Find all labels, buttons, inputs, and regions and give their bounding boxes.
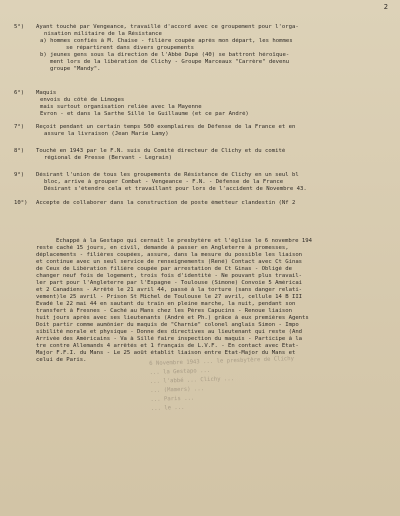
- paragraph-line: reste caché 15 jours, en civil, demande à passer en Angleterre à promesses,: [36, 245, 289, 251]
- entry-line: assure la livraison (Jean Marie Lamy): [44, 131, 169, 137]
- entry-number: 5°): [14, 24, 25, 30]
- paragraph-line: huit jours après avec ses lieutenants (André et Ph.) grâce à eux premières Agents: [36, 315, 309, 321]
- paragraph-line: Doit partir comme aumônier du maquis de "Charnie" colonel anglais Simon - Impo: [36, 322, 299, 328]
- faint-line: 6 Novembre 1943 ... le presbytère de Clichy: [149, 355, 295, 368]
- paragraph-line: celui de Paris.: [36, 357, 87, 363]
- entry-line: b) jeunes gens sous la direction de l'Abbé Dupé (40) se battront héroïque-: [40, 52, 290, 58]
- entry-line: régional de Presse (Bervant - Legrain): [44, 155, 172, 161]
- entry-number: 8°): [14, 148, 25, 154]
- entry-number: 9°): [14, 172, 25, 178]
- entry-line: ment lors de la libération de Clichy - Groupe Marceaux "Carrère" devenu: [50, 59, 290, 65]
- entry-9: [14, 172, 392, 193]
- faint-line: ... Paris ...: [150, 395, 195, 404]
- entry-line: mais surtout organisation reliée avec la Mayenne: [40, 104, 202, 110]
- narrative-paragraph: [36, 238, 398, 364]
- paragraph-line: Arrivée des Américains - Va à Sillé faire inspection du maquis - Participe à la: [36, 336, 303, 342]
- page-number: 2: [383, 3, 388, 11]
- entry-line: Reçoit pendant un certain temps 500 exemplaires de Défense de la France et en: [36, 124, 296, 130]
- paragraph-line: tre contre Allemands 4 arrêtés et 1 français de L.V.F. - En contact avec Etat-: [36, 343, 299, 349]
- entry-line: Touché en 1943 par le F.N. suis du Comité directeur de Clichy et du comité: [36, 148, 286, 154]
- entry-number: 10°): [14, 200, 28, 206]
- paragraph-line: déplacements - filières coupées, assure, dans la mesure du possible les liaison: [36, 252, 303, 258]
- entry-8: [14, 148, 392, 162]
- entry-line: bloc, arrive à grouper Combat - Vengeance - F.N. - Défense de la France: [44, 179, 284, 185]
- entry-line: a) hommes confiés à M. Chaise - filière coupée après mon départ, les hommes: [40, 38, 293, 44]
- paragraph-line: sibilité morale et physique - Donne des directives au lieutenant qui reste (And: [36, 329, 303, 335]
- faint-line: ... (Mamers) ...: [150, 386, 205, 395]
- entry-line: Désirant s'étendre cela et travaillant pour lors de l'accident de Novembre 43.: [44, 186, 307, 192]
- entry-number: 7°): [14, 124, 25, 130]
- faint-line: ... l'abbé ... Clichy ...: [149, 376, 235, 386]
- faint-line: ... le ...: [150, 404, 185, 412]
- paragraph-line: Évadé le 22 mai 44 en sautant du train en pleine marche, la nuit, pendant son: [36, 301, 296, 307]
- entry-7: [14, 124, 392, 138]
- entry-line: se répartirent dans divers groupements: [66, 45, 194, 51]
- entry-line: Accepte de collaborer dans la construction de poste émetteur clandestin (Nf 2: [36, 200, 296, 206]
- entry-line: Désirant l'union de tous les groupements de Résistance de Clichy en un seul bl: [36, 172, 299, 178]
- entry-line: Evron - et dans la Sarthe Sillé le Guillaume (et ce par André): [40, 111, 249, 117]
- paragraph-line: et 2 Canadiens - Arrêté le 21 avril 44, passé à la torture (sans danger relati-: [36, 287, 303, 293]
- entry-line: nisation militaire de la Résistance: [44, 31, 162, 37]
- entry-line: Maquis: [36, 90, 57, 96]
- entry-line: envois du côté de Limoges: [40, 97, 125, 103]
- paragraph-line: transfert à Fresnes - Caché au Mans chez les Pères Capucins - Renoue liaison: [36, 308, 292, 314]
- paragraph-line: vement)le 25 avril - Prison St Michel de Toulouse le 27 avril, cellule 14 B III: [36, 294, 303, 300]
- entry-5: [14, 24, 392, 73]
- entry-line: Ayant touché par Vengeance, travaillé d'accord avec ce groupement pour l'orga-: [36, 24, 299, 30]
- paragraph-line: Échappé à la Gestapo qui cernait le presbytère et l'église le 6 novembre 194: [56, 238, 312, 244]
- faint-line: ... la Gestapo ...: [149, 367, 211, 377]
- paragraph-line: et continue avec un seul service de renseignements (René) Contact avec Ct Ginas: [36, 259, 303, 265]
- paragraph-line: changer neuf fois de logement, trois fois d'identité - Ne pouvant plus travail-: [36, 273, 303, 279]
- paragraph-line: Major F.F.I. du Mans - Le 25 août établit liaison entre Etat-Major du Mans et: [36, 350, 296, 356]
- faint-handwriting: [149, 352, 381, 414]
- paragraph-line: ler part pour l'Angleterre par l'Espagne - Toulouse (Simone) Convoie 5 Américai: [36, 280, 303, 286]
- entry-6: [14, 90, 392, 118]
- paragraph-line: de Ceux de Libération filière coupée par arrestation de Ct Ginas - Obligé de: [36, 266, 292, 272]
- entry-number: 6°): [14, 90, 25, 96]
- entry-10: [14, 200, 392, 207]
- entry-line: groupe "Mandy".: [50, 66, 101, 72]
